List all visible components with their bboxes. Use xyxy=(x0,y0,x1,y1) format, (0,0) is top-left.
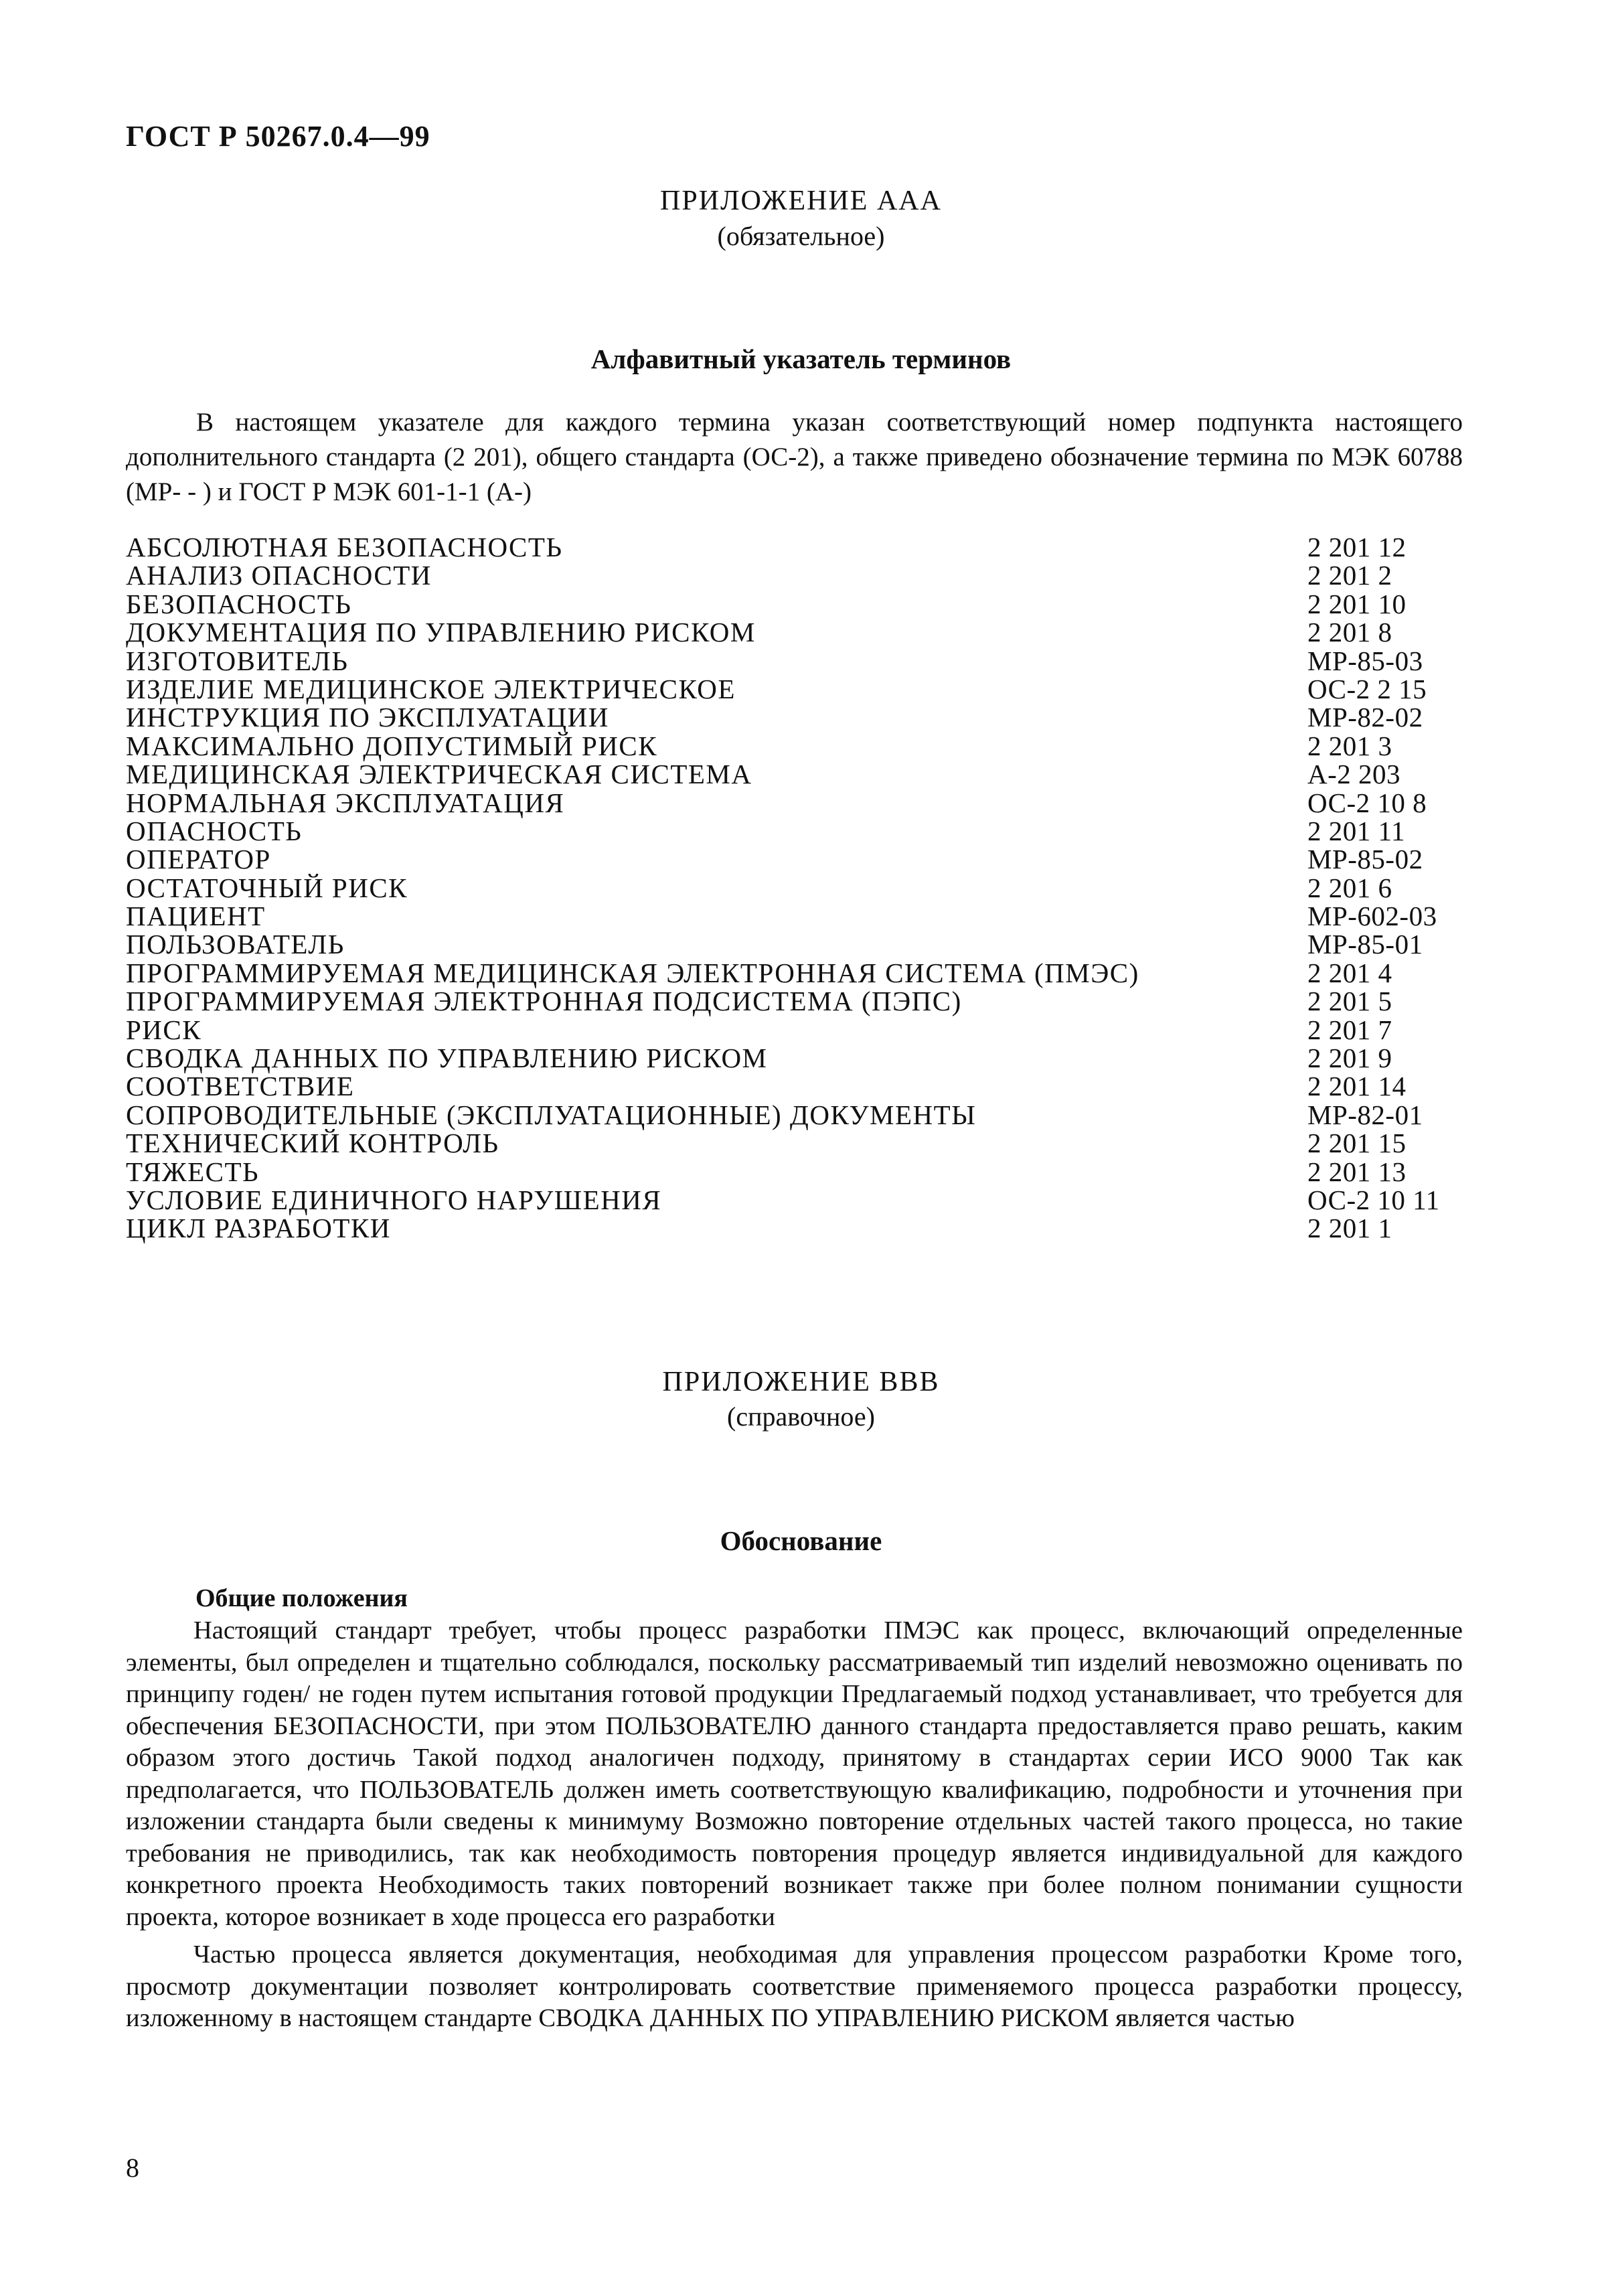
index-row xyxy=(126,845,1463,873)
index-reference: 2 201 10 xyxy=(1307,588,1407,619)
index-term: ОПЕРАТОР xyxy=(126,844,271,875)
index-term: ОПАСНОСТЬ xyxy=(126,815,303,846)
index-term: БЕЗОПАСНОСТЬ xyxy=(126,588,352,619)
index-row xyxy=(126,618,1463,646)
index-term: СВОДКА ДАННЫХ ПО УПРАВЛЕНИЮ РИСКОМ xyxy=(126,1043,768,1074)
index-row xyxy=(126,590,1463,618)
index-term: МАКСИМАЛЬНО ДОПУСТИМЫЙ РИСК xyxy=(126,730,658,761)
index-reference: ОС-2 2 15 xyxy=(1307,673,1427,704)
index-reference: МР-602-03 xyxy=(1307,901,1437,932)
index-row xyxy=(126,1016,1463,1044)
index-reference: 2 201 4 xyxy=(1307,957,1392,988)
index-reference: 2 201 15 xyxy=(1307,1128,1407,1159)
index-term: ПРОГРАММИРУЕМАЯ МЕДИЦИНСКАЯ ЭЛЕКТРОННАЯ СИСТЕМА (ПМЭС) xyxy=(126,957,1139,988)
index-term: ТЕХНИЧЕСКИЙ КОНТРОЛЬ xyxy=(126,1128,499,1159)
index-term: РИСК xyxy=(126,1014,202,1045)
index-term: АБСОЛЮТНАЯ БЕЗОПАСНОСТЬ xyxy=(126,532,563,562)
index-row xyxy=(126,1129,1463,1157)
index-reference: 2 201 13 xyxy=(1307,1156,1407,1187)
page-number: 8 xyxy=(126,2153,139,2183)
index-term: ПОЛЬЗОВАТЕЛЬ xyxy=(126,929,345,960)
index-row xyxy=(126,817,1463,845)
index-row xyxy=(126,1101,1463,1129)
index-row xyxy=(126,930,1463,958)
index-reference: ОС-2 10 11 xyxy=(1307,1184,1440,1215)
general-provisions-heading: Общие положения xyxy=(195,1584,408,1612)
index-row xyxy=(126,561,1463,589)
index-row xyxy=(126,987,1463,1015)
index-reference: 2 201 9 xyxy=(1307,1043,1392,1074)
rationale-body xyxy=(126,1615,1463,2041)
index-row xyxy=(126,902,1463,930)
index-term: ЦИКЛ РАЗРАБОТКИ xyxy=(126,1213,391,1244)
index-row xyxy=(126,874,1463,902)
index-heading: Алфавитный указатель терминов xyxy=(590,343,1012,374)
index-row xyxy=(126,1072,1463,1100)
index-term: ПРОГРАММИРУЕМАЯ ЭЛЕКТРОННАЯ ПОДСИСТЕМА (ПЭПС) xyxy=(126,986,962,1017)
index-term: ИНСТРУКЦИЯ ПО ЭКСПЛУАТАЦИИ xyxy=(126,702,609,733)
index-reference: МР-82-01 xyxy=(1307,1099,1423,1130)
index-reference: 2 201 8 xyxy=(1307,617,1392,648)
index-row xyxy=(126,703,1463,731)
index-reference: 2 201 14 xyxy=(1307,1071,1407,1102)
index-term: СООТВЕТСТВИЕ xyxy=(126,1071,355,1102)
index-reference: ОС-2 10 8 xyxy=(1307,787,1427,818)
index-term: ИЗДЕЛИЕ МЕДИЦИНСКОЕ ЭЛЕКТРИЧЕСКОЕ xyxy=(126,673,736,704)
index-reference: МР-85-01 xyxy=(1307,929,1423,960)
index-reference: 2 201 2 xyxy=(1307,560,1392,591)
index-row xyxy=(126,1044,1463,1072)
index-term: ТЯЖЕСТЬ xyxy=(126,1156,260,1187)
index-term: ИЗГОТОВИТЕЛЬ xyxy=(126,645,349,676)
index-row xyxy=(126,959,1463,987)
index-reference: 2 201 6 xyxy=(1307,872,1392,903)
index-row xyxy=(126,675,1463,703)
index-row xyxy=(126,1186,1463,1214)
paragraph: Настоящий стандарт требует, чтобы процесс разработки ПМЭС как процесс, включающий определенные элементы, был определен и тщательно соблюдался, поскольку рассматриваемый тип изделий невозможно оценивать по принципу годен/ не годен путем испытания готовой продукции Предлагаемый подход устанавливает, что требуется для обеспечения БЕЗОПАСНОСТИ, при этом ПОЛЬЗОВАТЕЛЮ данного стандарта предоставляется право решать, каким образом этого достичь Такой подход аналогичен подходу, принятому в стандартах серии ИСО 9000 Так как предполагается, что ПОЛЬЗОВАТЕЛЬ должен иметь соответствующую квалификацию, подробности и уточнения при изложении стандарта были сведены к минимуму Возможно повторение отдельных частей такого процесса, но такие требования не приводились, так как необходимость повторения процедур является индивидуальной для каждого конкретного проекта Необходимость таких повторений возникает также при более полном понимании сущности проекта, которое возникает в ходе процесса его разработки xyxy=(126,1616,1463,1931)
index-reference: 2 201 11 xyxy=(1307,815,1405,846)
appendix-aaa-type: (обязательное) xyxy=(717,221,885,251)
term-index xyxy=(126,533,1463,1243)
index-term: ОСТАТОЧНЫЙ РИСК xyxy=(126,872,408,903)
paragraph: Частью процесса является документация, необходимая для управления процессом разработки Кроме того, просмотр документации позволяет контролировать соответствие применяемого процесса разработки процессу, изложенному в настоящем стандарте СВОДКА ДАННЫХ ПО УПРАВЛЕНИЮ РИСКОМ является частью xyxy=(126,1940,1463,2032)
index-term: УСЛОВИЕ ЕДИНИЧНОГО НАРУШЕНИЯ xyxy=(126,1184,662,1215)
appendix-bbb-title: ПРИЛОЖЕНИЕ ВВВ xyxy=(662,1367,940,1397)
index-term: ДОКУМЕНТАЦИЯ ПО УПРАВЛЕНИЮ РИСКОМ xyxy=(126,617,756,648)
index-reference: МР-85-03 xyxy=(1307,645,1423,676)
index-row xyxy=(126,760,1463,788)
index-term: СОПРОВОДИТЕЛЬНЫЕ (ЭКСПЛУАТАЦИОННЫЕ) ДОКУМЕНТЫ xyxy=(126,1099,977,1130)
index-term: НОРМАЛЬНАЯ ЭКСПЛУАТАЦИЯ xyxy=(126,787,565,818)
rationale-heading: Обоснование xyxy=(720,1525,882,1556)
index-reference: А-2 203 xyxy=(1307,759,1401,790)
index-intro: В настоящем указателе для каждого термина указан соответствующий номер подпункта настоящего дополнительного стандарта (2 201), общего стандарта (ОС-2), а также приведено обозначение термина по МЭК 60788 (МР- - ) и ГОСТ Р МЭК 601-1-1 (А-) xyxy=(126,408,1463,506)
index-row xyxy=(126,533,1463,561)
index-term: АНАЛИЗ ОПАСНОСТИ xyxy=(126,560,432,591)
index-reference: 2 201 5 xyxy=(1307,986,1392,1017)
index-row xyxy=(126,732,1463,760)
appendix-aaa-title: ПРИЛОЖЕНИЕ ААА xyxy=(660,185,942,216)
index-term: ПАЦИЕНТ xyxy=(126,901,266,932)
index-reference: МР-85-02 xyxy=(1307,844,1423,875)
index-reference: МР-82-02 xyxy=(1307,702,1423,733)
index-reference: 2 201 7 xyxy=(1307,1014,1392,1045)
index-row xyxy=(126,1214,1463,1242)
index-row xyxy=(126,789,1463,817)
index-reference: 2 201 12 xyxy=(1307,532,1407,562)
document-code: ГОСТ Р 50267.0.4—99 xyxy=(126,120,430,153)
index-row xyxy=(126,647,1463,675)
appendix-bbb-type: (справочное) xyxy=(727,1401,875,1432)
index-reference: 2 201 1 xyxy=(1307,1213,1392,1244)
index-row xyxy=(126,1158,1463,1186)
index-term: МЕДИЦИНСКАЯ ЭЛЕКТРИЧЕСКАЯ СИСТЕМА xyxy=(126,759,752,790)
index-reference: 2 201 3 xyxy=(1307,730,1392,761)
